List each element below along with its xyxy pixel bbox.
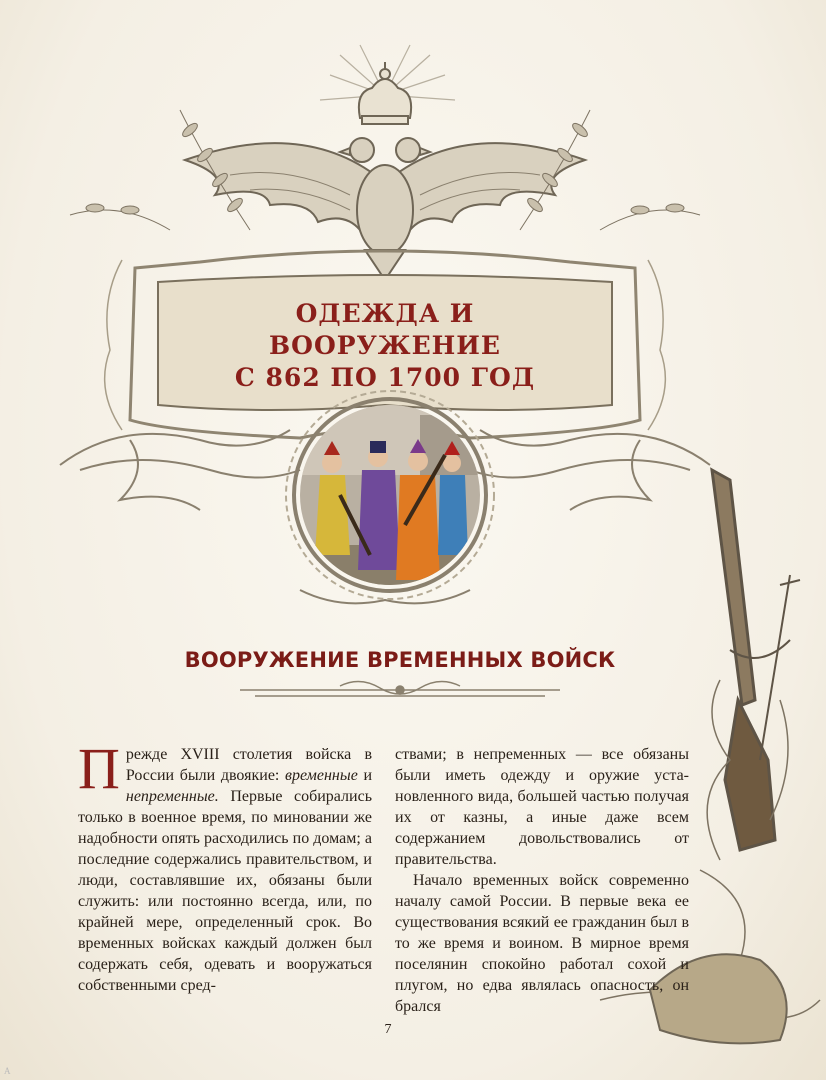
italic-term: временные — [285, 767, 358, 784]
chapter-title-line2: С 862 ПО 1700 ГОД — [234, 363, 536, 392]
corner-mark: А — [4, 1066, 11, 1076]
italic-term: непременные. — [125, 788, 219, 805]
paragraph: ствами; в непременных — все обязаны были иметь одежду и оружие установленного вида, большей частью получая их от казны, а иные даже всем содержанием довольствовались от правительства. — [395, 746, 689, 868]
text-run: и — [357, 767, 373, 784]
text-column-right — [395, 744, 689, 1017]
paragraph — [78, 736, 373, 996]
text-run: Первые собирались только в военное время, по миновании же надобности опять расходились по домам; а последние содержались правительством, и люди, составлявшие их, обязаны были служить: или постоянно всегда, или, по крайней мере, определенный срок. Во временных войсках каждый должен был содержать себя, одевать и вооружаться собственными сред- — [78, 788, 372, 994]
crown-icon — [359, 62, 411, 124]
chapter-title — [175, 298, 595, 394]
text-column-left — [78, 736, 373, 996]
section-heading: ВООРУЖЕНИЕ ВРЕМЕННЫХ ВОЙСК — [184, 648, 616, 672]
page-number: 7 — [384, 1022, 392, 1037]
chapter-title-line1: ОДЕЖДА И ВООРУЖЕНИЕ — [269, 299, 501, 360]
text-run: режде XVIII столетия войска в России были двоякие: — [125, 746, 372, 784]
scroll-divider-icon — [240, 681, 560, 696]
musket-icon — [712, 470, 775, 850]
warriors-illustration — [300, 405, 480, 585]
paragraph: Начало временных войск современно началу самой России. В первые века ее существования всякий ее гражданин был в то же время и воином. В мирное время поселянин спокойно работал сохой и плугом, но едва являлась опасность, он брался — [395, 872, 689, 1015]
drop-cap: П — [78, 736, 120, 801]
